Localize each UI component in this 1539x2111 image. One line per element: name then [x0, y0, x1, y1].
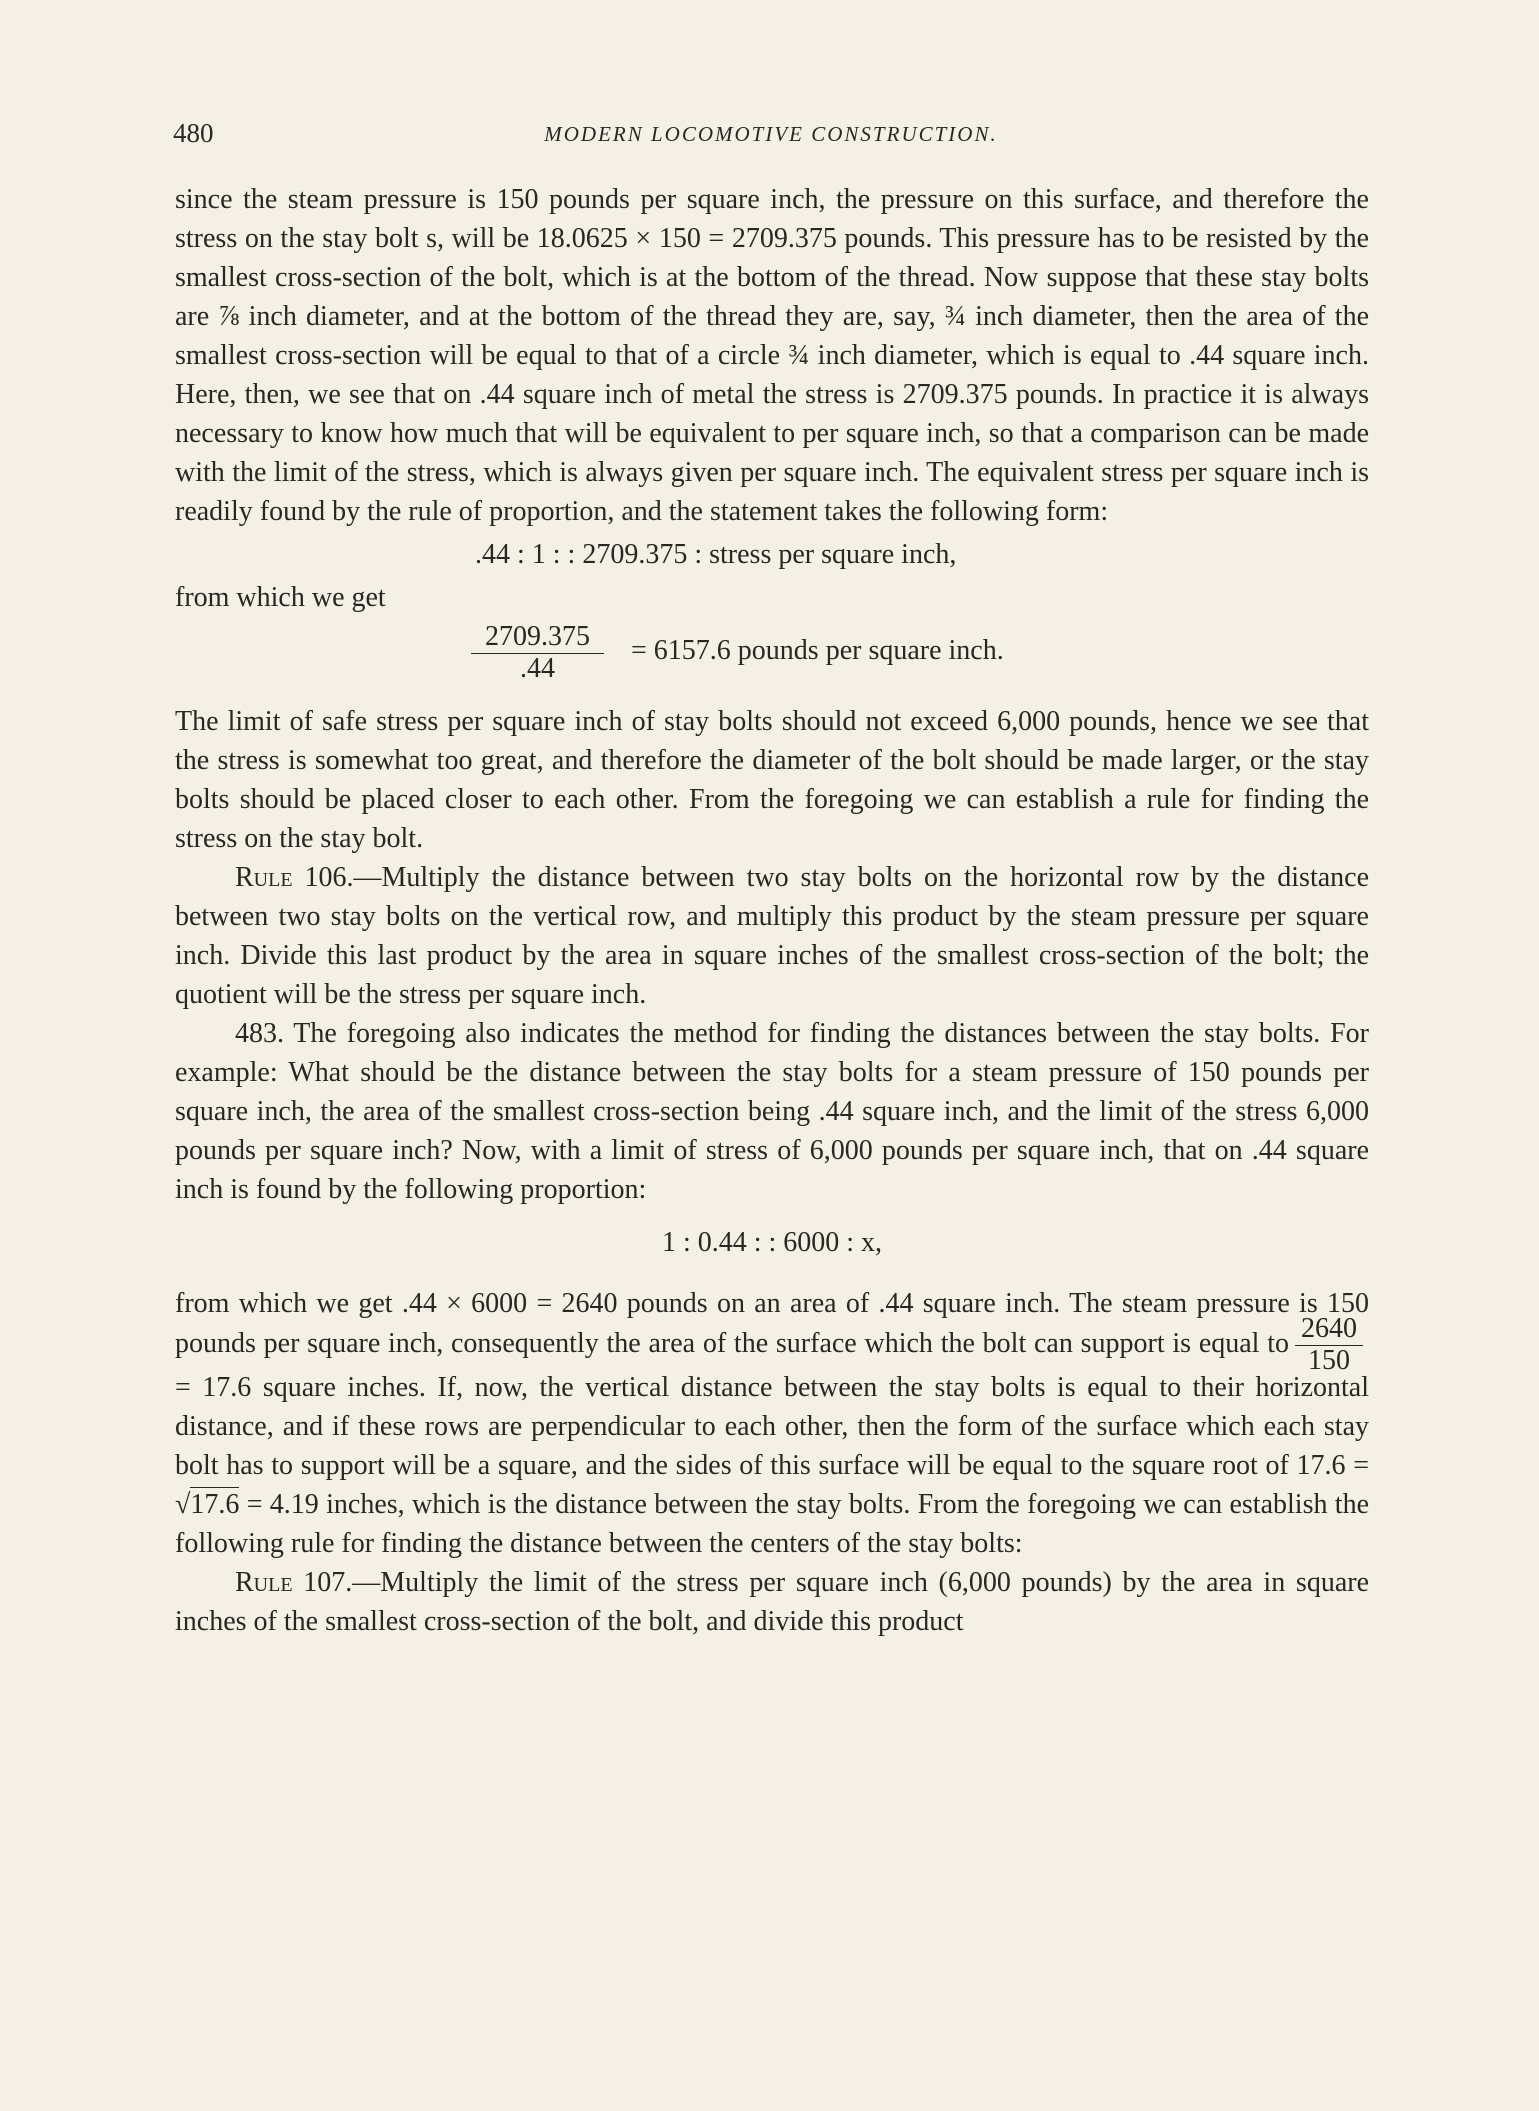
- sqrt-sign: √: [175, 1489, 191, 1520]
- fraction-equation: [175, 621, 1369, 684]
- paragraph-1: since the steam pressure is 150 pounds per square inch, the pressure on this surface, and therefore the stress on the stay bolt s, will be 18.0625 × 150 = 2709.375 pounds. This pressure has to be resisted by the smallest cross-section of the bolt, which is at the bottom of the thread. Now suppose that these stay bolts are ⅞ inch diameter, and at the bottom of the thread they are, say, ¾ inch diameter, then the area of the smallest cross-section will be equal to that of a circle ¾ inch diameter, which is equal to .44 square inch. Here, then, we see that on .44 square inch of metal the stress is 2709.375 pounds. In practice it is always necessary to know how much that will be equivalent to per square inch, so that a comparison can be made with the limit of the stress, which is always given per square inch. The equivalent stress per square inch is readily found by the rule of proportion, and the statement takes the following form:: [175, 184, 1369, 527]
- fraction-2640-over-150: [1295, 1313, 1363, 1376]
- page-header: [173, 118, 1369, 158]
- paragraph-4-part-1: from which we get .44 × 6000 = 2640 pounds on an area of .44 square inch. The steam pressure is 150 pounds per square inch, consequently the area of the surface which the bolt can support is equal to: [175, 1288, 1369, 1359]
- from-which-we-get: from which we get: [175, 582, 386, 613]
- paragraph-4-part-3: = 4.19 inches, which is the distance between the stay bolts. From the foregoing we can establish the following rule for finding the distance between the centers of the stay bolts:: [175, 1489, 1369, 1559]
- paragraph-4-part-2: = 17.6 square inches. If, now, the vertical distance between the stay bolts is equal to their horizontal distance, and if these rows are perpendicular to each other, then the form of the surface which each stay bolt has to support will be a square, and the sides of this surface will be equal to the square root of 17.6 =: [175, 1372, 1369, 1481]
- fraction-denominator: .44: [520, 653, 555, 684]
- proportion-equation-1: .44 : 1 : : 2709.375 : stress per square inch,: [475, 539, 957, 570]
- sqrt-radicand: 17.6: [190, 1489, 240, 1520]
- paragraph-4: [175, 1284, 1369, 1563]
- rule-106-text: 106.—Multiply the distance between two stay bolts on the horizontal row by the distance between two stay bolts on the vertical row, and multiply this product by the steam pressure per square inch. Divide this last product by the area in square inches of the smallest cross-section of the bolt; the quotient will be the stress per square inch.: [175, 862, 1369, 1010]
- fraction-numerator: 2640: [1295, 1313, 1363, 1346]
- page-body: [175, 180, 1369, 1641]
- paragraph-2: The limit of safe stress per square inch of stay bolts should not exceed 6,000 pounds, hence we see that the stress is somewhat too great, and therefore the diameter of the bolt should be made larger, or the stay bolts should be placed closer to each other. From the foregoing we can establish a rule for finding the stress on the stay bolt.: [175, 706, 1369, 854]
- rule-107-label: Rule: [235, 1567, 293, 1598]
- fraction-numerator: 2709.375: [471, 621, 604, 654]
- fraction-2709-over-44: [471, 621, 604, 684]
- running-title: MODERN LOCOMOTIVE CONSTRUCTION.: [544, 122, 998, 146]
- rule-107: [175, 1563, 1369, 1641]
- rule-106: [175, 858, 1369, 1014]
- proportion-equation-2: 1 : 0.44 : : 6000 : x,: [661, 1227, 883, 1258]
- fraction-denominator: 150: [1308, 1345, 1350, 1376]
- page-number: 480: [173, 118, 214, 148]
- rule-107-text: 107.—Multiply the limit of the stress per square inch (6,000 pounds) by the area in square inches of the smallest cross-section of the bolt, and divide this product: [175, 1567, 1369, 1637]
- rule-106-label: Rule: [235, 862, 293, 893]
- paragraph-483: 483. The foregoing also indicates the method for finding the distances between the stay bolts. For example: What should be the distance between the stay bolts for a steam pressure of 150 pounds per square inch, the area of the smallest cross-section being .44 square inch, and the limit of the stress 6,000 pounds per square inch? Now, with a limit of stress of 6,000 pounds per square inch, that on .44 square inch is found by the following proportion:: [175, 1018, 1369, 1205]
- fraction-result: = 6157.6 pounds per square inch.: [631, 634, 1004, 666]
